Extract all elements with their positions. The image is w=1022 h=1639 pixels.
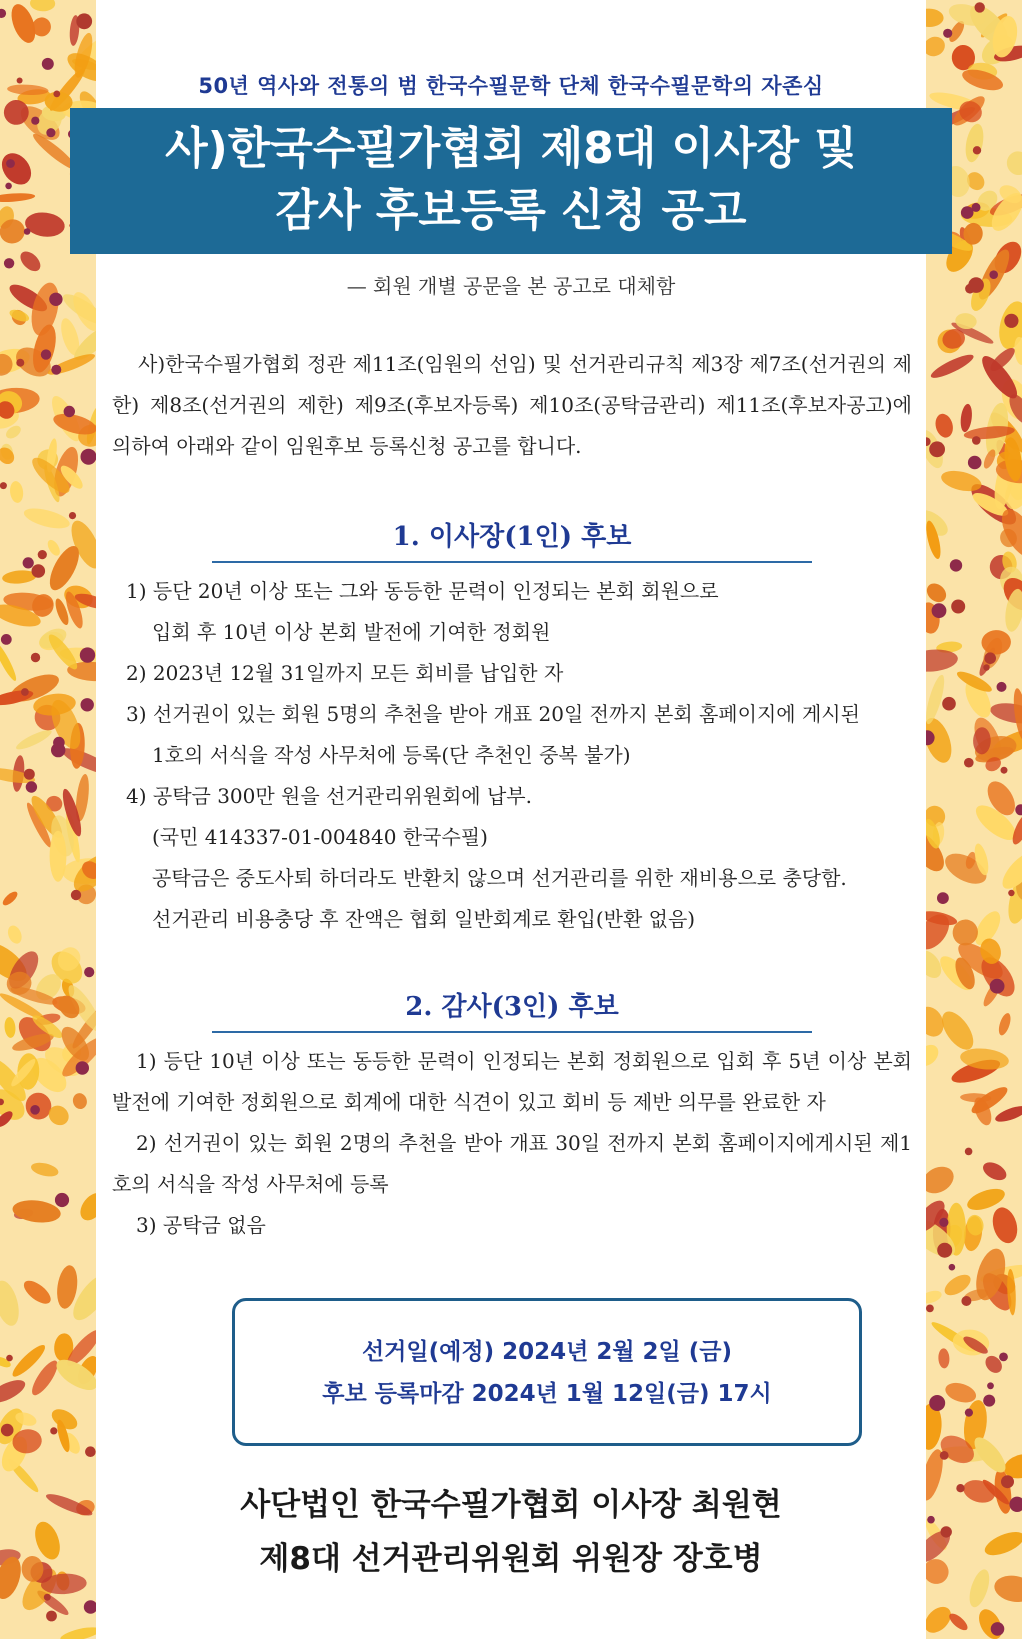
section-1-line: 1) 등단 20년 이상 또는 그와 동등한 문력이 인정되는 본회 회원으로	[126, 579, 719, 603]
title-line-2: 감사 후보등록 신청 공고	[275, 185, 747, 236]
signature-line-1: 사단법인 한국수필가협회 이사장 최원현	[240, 1487, 782, 1523]
signature	[96, 1478, 926, 1586]
section-2-items	[112, 1041, 912, 1246]
section-2-title: 2. 감사(3인) 후보	[212, 986, 812, 1033]
section-1-line: (국민 414337-01-004840 한국수필)	[152, 825, 488, 849]
section-1-title: 1. 이사장(1인) 후보	[212, 516, 812, 563]
section-1-line: 공탁금은 중도사퇴 하더라도 반환치 않으며 선거관리를 위한 재비용으로 충당함.	[152, 866, 847, 890]
section-1-items	[126, 571, 912, 940]
section-2-item-1: 1) 등단 10년 이상 또는 동등한 문력이 인정되는 본회 정회원으로 입회 후 5년 이상 본회 발전에 기여한 정회원으로 회계에 대한 식견이 있고 회비 등 제반 의무를 완료한 자	[112, 1049, 912, 1114]
notice-content	[96, 0, 926, 1639]
subnote: — 회원 개별 공문을 본 공고로 대체함	[346, 274, 676, 298]
election-dates-box	[232, 1298, 862, 1446]
signature-line-2: 제8대 선거관리위원회 위원장 장호병	[259, 1541, 763, 1577]
section-1-line: 선거관리 비용충당 후 잔액은 협회 일반회계로 환입(반환 없음)	[152, 907, 696, 931]
election-date: 선거일(예정) 2024년 2월 2일 (금)	[361, 1339, 733, 1365]
section-2-item-2: 2) 선거권이 있는 회원 2명의 추천을 받아 개표 30일 전까지 본회 홈페이지에게시된 제1호의 서식을 작성 사무처에 등록	[112, 1131, 912, 1196]
section-1-line: 2) 2023년 12월 31일까지 모든 회비를 납입한 자	[126, 661, 564, 685]
tagline: 50년 역사와 전통의 범 한국수필문학 단체 한국수필문학의 자존심	[198, 74, 824, 98]
section-1-line: 입회 후 10년 이상 본회 발전에 기여한 정회원	[152, 620, 551, 644]
registration-deadline: 후보 등록마감 2024년 1월 12일(금) 17시	[322, 1381, 772, 1407]
section-2-item-3: 3) 공탁금 없음	[136, 1213, 266, 1237]
section-1-line: 4) 공탁금 300만 원을 선거관리위원회에 납부.	[126, 784, 532, 808]
section-1-line: 3) 선거권이 있는 회원 5명의 추천을 받아 개표 20일 전까지 본회 홈페이지에 게시된	[126, 702, 860, 726]
title-banner	[70, 108, 952, 254]
title-line-1: 사)한국수필가협회 제8대 이사장 및	[165, 123, 857, 174]
intro-paragraph: 사)한국수필가협회 정관 제11조(임원의 선임) 및 선거관리규칙 제3장 제7조(선거권의 제한) 제8조(선거권의 제한) 제9조(후보자등록) 제10조(공탁금관리) 제11조(후보자공고)에 의하여 아래와 같이 임원후보 등록신청 공고를 합니다.	[112, 352, 912, 458]
section-1-line: 1호의 서식을 작성 사무처에 등록(단 추천인 중복 불가)	[152, 743, 631, 767]
